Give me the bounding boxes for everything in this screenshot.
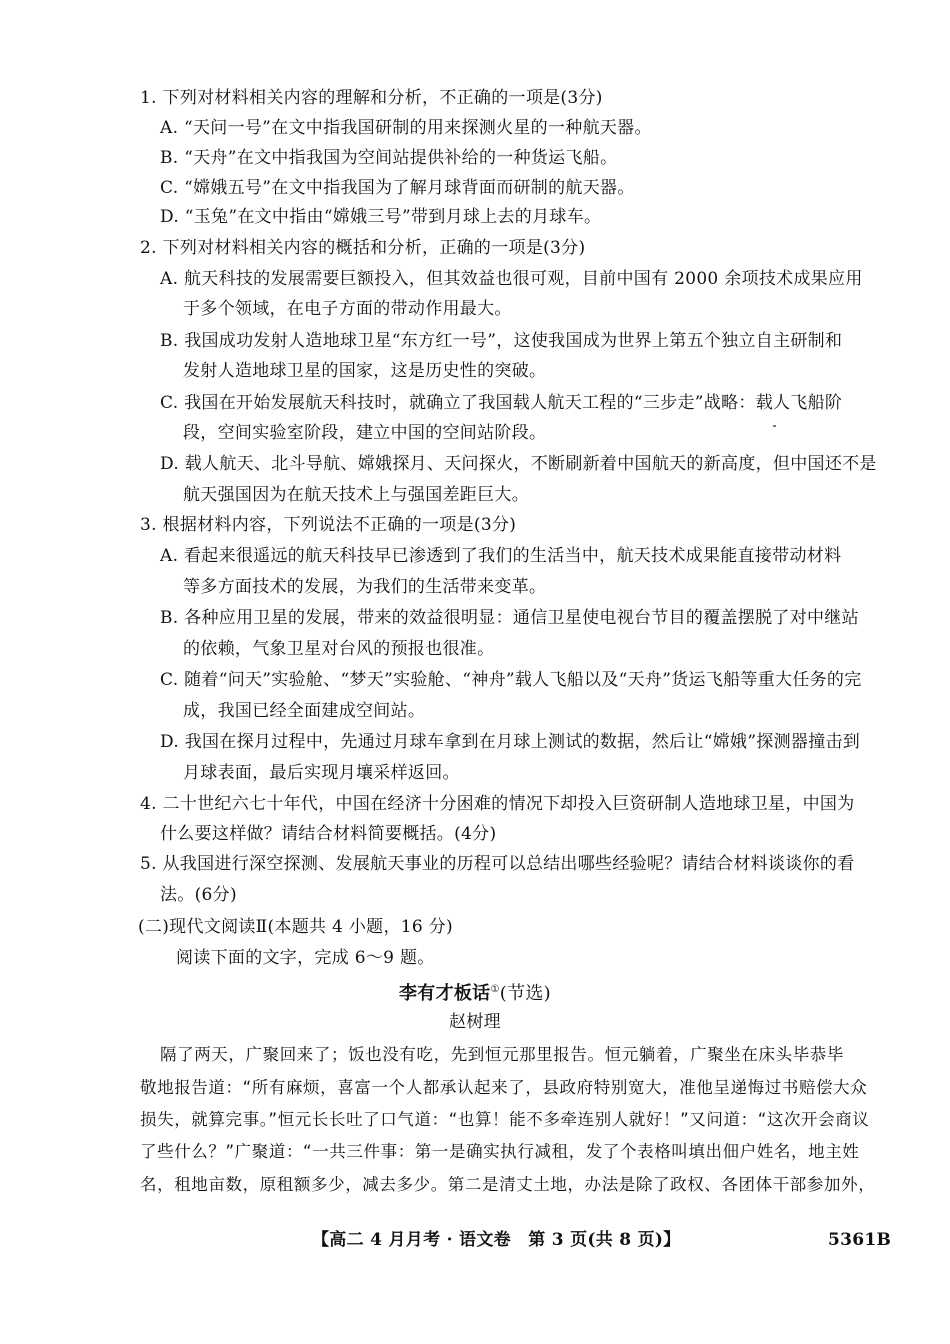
question-2-option-d-line1: D. 载人航天、北斗导航、嫦娥探月、天问探火，不断刷新着中国航天的新高度，但中国还不是 <box>160 454 877 474</box>
question-1-option-c: C. “嫦娥五号”在文中指我国为了解月球背面而研制的航天器。 <box>160 178 635 198</box>
question-2-option-a-line2: 于多个领域，在电子方面的带动作用最大。 <box>183 299 512 319</box>
question-1-option-d: D. “玉兔”在文中指由“嫦娥三号”带到月球上去的月球车。 <box>160 207 602 227</box>
story-title <box>0 978 950 1006</box>
story-title-suffix: (节选) <box>499 983 551 1004</box>
question-4-line2: 什么要这样做？请结合材料简要概括。(4分) <box>160 824 497 844</box>
question-2-stem: 2. 下列对材料相关内容的概括和分析，正确的一项是(3分) <box>140 238 586 258</box>
question-1-option-a: A. “天问一号”在文中指我国研制的用来探测火星的一种航天器。 <box>160 118 652 138</box>
story-paragraph-line: 损失，就算完事。”恒元长长吐了口气道：“也算！能不多牵连别人就好！”又问道：“这次开会商议 <box>140 1110 870 1129</box>
story-paragraph-line: 敬地报告道：“所有麻烦，喜富一个人都承认起来了，县政府特别宽大，准他呈递悔过书赔偿大众 <box>140 1078 868 1097</box>
question-5-line2: 法。(6分) <box>160 885 237 905</box>
question-2-option-b-line2: 发射人造地球卫星的国家，这是历史性的突破。 <box>183 361 547 381</box>
question-1-stem: 1. 下列对材料相关内容的理解和分析，不正确的一项是(3分) <box>140 88 603 108</box>
story-author: 赵树理 <box>449 1012 501 1032</box>
question-3-option-d-line1: D. 我国在探月过程中，先通过月球车拿到在月球上测试的数据，然后让“嫦娥”探测器撞击到 <box>160 732 861 752</box>
question-3-option-a-line2: 等多方面技术的发展，为我们的生活带来变革。 <box>183 577 547 597</box>
section-instruction: 阅读下面的文字，完成 6～9 题。 <box>176 948 435 968</box>
question-5-line1: 5. 从我国进行深空探测、发展航天事业的历程可以总结出哪些经验呢？请结合材料谈谈你的看 <box>140 854 855 874</box>
question-2-option-a-line1: A. 航天科技的发展需要巨额投入，但其效益也很可观，目前中国有 2000 余项技术成果应用 <box>160 269 863 289</box>
story-paragraph-line: 名，租地亩数，原租额多少，减去多少。第二是清丈土地，办法是除了政权、各团体干部参加外， <box>140 1175 876 1194</box>
question-2-option-c-line1: C. 我国在开始发展航天科技时，就确立了我国载人航天工程的“三步走”战略：载人飞船阶 <box>160 393 843 413</box>
question-3-stem: 3. 根据材料内容，下列说法不正确的一项是(3分) <box>140 515 517 535</box>
story-paragraph-line: 了些什么？”广聚道：“一共三件事：第一是确实执行减租，发了个表格叫填出佃户姓名，地主姓 <box>140 1142 860 1161</box>
footer-code: 5361B <box>828 1230 892 1250</box>
question-3-option-a-line1: A. 看起来很遥远的航天科技早已渗透到了我们的生活当中，航天技术成果能直接带动材料 <box>160 546 842 566</box>
question-3-option-b-line2: 的依赖，气象卫星对台风的预报也很准。 <box>183 639 495 659</box>
question-3-option-b-line1: B. 各种应用卫星的发展，带来的效益很明显：通信卫星使电视台节目的覆盖摆脱了对中继站 <box>160 608 859 628</box>
question-2-option-c-line2: 段，空间实验室阶段，建立中国的空间站阶段。 <box>183 423 547 443</box>
question-4-line1: 4. 二十世纪六七十年代，中国在经济十分困难的情况下却投入巨资研制人造地球卫星，中国为 <box>140 794 855 814</box>
question-1-option-b: B. “天舟”在文中指我国为空间站提供补给的一种货运飞船。 <box>160 148 618 168</box>
question-3-option-d-line2: 月球表面，最后实现月壤采样返回。 <box>183 763 460 783</box>
section-heading: (二)现代文阅读Ⅱ(本题共 4 小题，16 分) <box>138 917 453 937</box>
footer-exam-label: 【高二 4 月月考 · 语文卷 第 3 页(共 8 页)】 <box>312 1230 681 1250</box>
question-3-option-c-line1: C. 随着“问天”实验舱、“梦天”实验舱、“神舟”载人飞船以及“天舟”货运飞船等重大任务的完 <box>160 670 862 690</box>
question-3-option-c-line2: 成，我国已经全面建成空间站。 <box>183 701 426 721</box>
story-title-text: 李有才板话 <box>398 983 491 1004</box>
question-2-option-b-line1: B. 我国成功发射人造地球卫星“东方红一号”，这使我国成为世界上第五个独立自主研制和 <box>160 331 843 351</box>
scan-speck <box>773 425 776 427</box>
question-2-option-d-line2: 航天强国因为在航天技术上与强国差距巨大。 <box>183 485 529 505</box>
story-paragraph-line: 隔了两天，广聚回来了；饭也没有吃，先到恒元那里报告。恒元躺着，广聚坐在床头毕恭毕 <box>160 1045 844 1064</box>
footnote-marker: ① <box>490 984 500 995</box>
